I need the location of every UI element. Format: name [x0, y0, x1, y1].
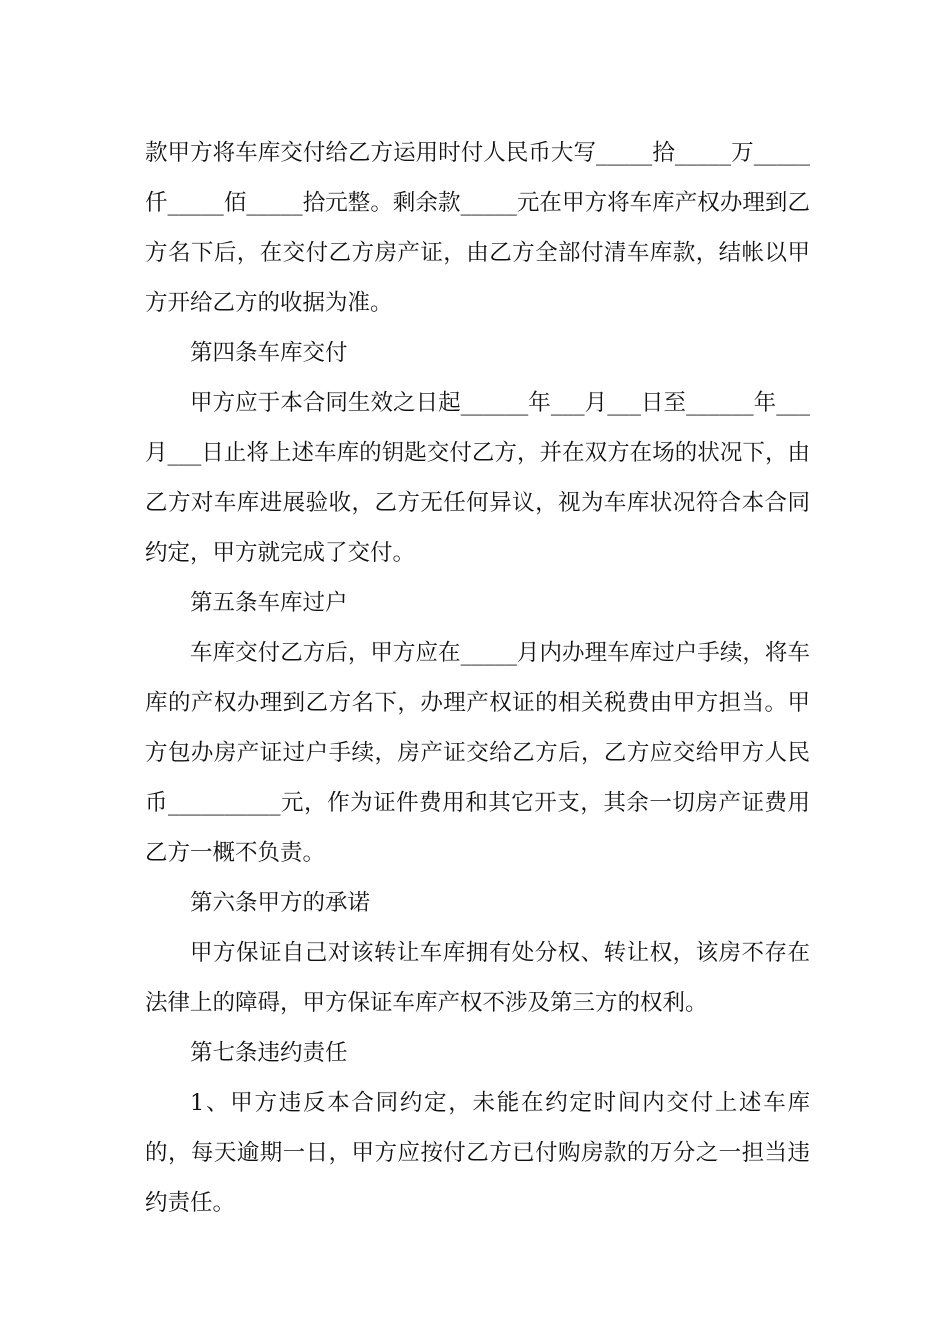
- heading-article-4: 第四条车库交付: [190, 340, 348, 366]
- paragraph-article-4: 甲方应于本合同生效之日起______年___月___日至______年___月___日止将上述车库的钥匙交付乙方，并在双方在场的状况下，由乙方对车库进展验收，乙方无任何异议，视为车库状况符合本合同约定，甲方就完成了交付。: [145, 390, 810, 566]
- heading-article-6: 第六条甲方的承诺: [190, 890, 371, 916]
- heading-article-7: 第七条违约责任: [190, 1040, 348, 1066]
- paragraph-article-7-item-1: 1、甲方违反本合同约定，未能在约定时间内交付上述车库的，每天逾期一日，甲方应按付乙方已付购房款的万分之一担当违约责任。: [145, 1090, 810, 1216]
- paragraph-article-5: 车库交付乙方后，甲方应在_____月内办理车库过户手续，将车库的产权办理到乙方名下，办理产权证的相关税费由甲方担当。甲方包办房产证过户手续，房产证交给乙方后，乙方应交给甲方人民币__________元，作为证件费用和其它开支，其余一切房产证费用乙方一概不负责。: [145, 640, 810, 866]
- heading-article-5: 第五条车库过户: [190, 590, 348, 616]
- paragraph-article-6: 甲方保证自己对该转让车库拥有处分权、转让权，该房不存在法律上的障碍，甲方保证车库产权不涉及第三方的权利。: [145, 940, 810, 1016]
- paragraph-payment-terms: 款甲方将车库交付给乙方运用时付人民币大写_____拾_____万_____仟_____佰_____拾元整。剩余款_____元在甲方将车库产权办理到乙方名下后，在交付乙方房产证，由乙方全部付清车库款，结帐以甲方开给乙方的收据为准。: [145, 140, 810, 316]
- document-body: [145, 128, 810, 1228]
